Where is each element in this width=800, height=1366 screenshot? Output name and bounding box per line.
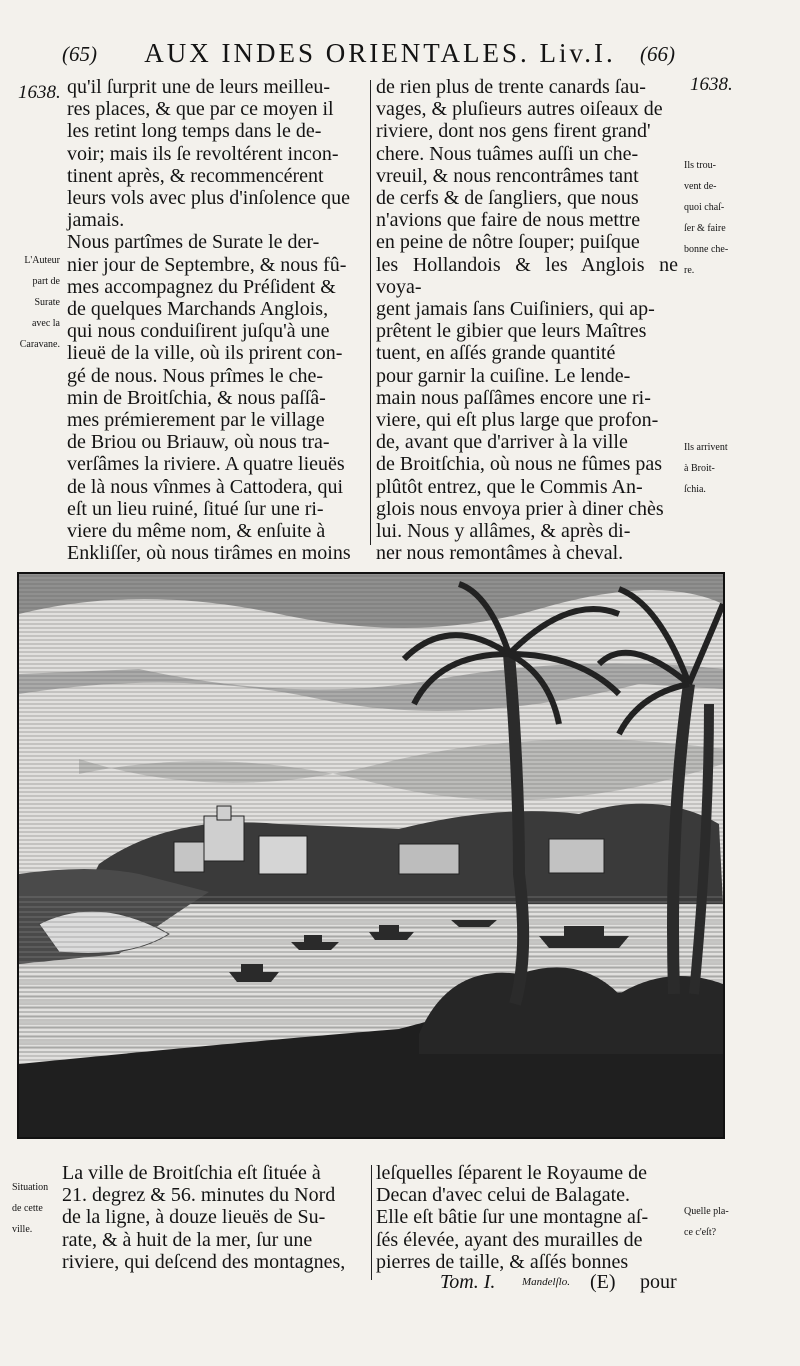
margin-note-line: quoi chaſ-: [684, 202, 725, 213]
text-line: lieuë de la ville, où ils prirent con-: [67, 342, 343, 365]
footer-author: Mandelſlo.: [522, 1276, 570, 1288]
text-line: pierres de taille, & aſſés bonnes: [376, 1250, 629, 1273]
text-line: prêtent le gibier que leurs Maîtres: [376, 320, 647, 343]
margin-note-line: bonne che-: [684, 244, 729, 255]
text-line: en peine de nôtre ſouper; puiſque: [376, 231, 640, 254]
margin-note-hunting: [684, 150, 744, 286]
text-line: de rien plus de trente canards ſau-: [376, 76, 646, 98]
engraving-illustration: [19, 574, 723, 1137]
text-line: glois nous envoya prier à diner chès: [376, 497, 664, 520]
text-line: gent jamais ſans Cuiſiniers, qui ap-: [376, 298, 655, 321]
text-line: n'avions que faire de nous mettre: [376, 209, 641, 232]
margin-note-line: Situation: [12, 1182, 49, 1193]
text-line: de, avant que d'arriver à la ville: [376, 431, 628, 454]
text-line: rate, & à huit de la mer, ſur une: [62, 1228, 313, 1251]
margin-note-line: Caravane.: [19, 339, 60, 350]
margin-note-arrival: [684, 432, 754, 505]
text-line: qui nous conduiſirent juſqu'à une: [67, 320, 330, 343]
text-line: de Briou ou Briauw, où nous tra-: [67, 431, 330, 454]
column-rule-top: [370, 80, 371, 545]
text-line: Enkliſſer, où nous tirâmes en moins: [67, 542, 351, 565]
text-line: de la ligne, à douze lieuës de Su-: [62, 1206, 326, 1229]
footer-catchword: pour: [640, 1271, 677, 1293]
text-line: de là nous vînmes à Cattodera, qui: [67, 475, 344, 498]
text-line: gé de nous. Nous prîmes le che-: [67, 364, 324, 387]
text-line: jamais.: [67, 209, 125, 232]
text-line: Nous partîmes de Surate le der-: [67, 231, 320, 254]
text-line: 21. degrez & 56. minutes du Nord: [62, 1184, 336, 1207]
year-marker-left: 1638.: [18, 82, 61, 103]
text-line: res places, & que par ce moyen il: [67, 98, 334, 121]
left-text-column: [67, 76, 367, 564]
margin-note-line: Quelle pla-: [684, 1206, 729, 1217]
text-line: de Broitſchia, où nous ne fûmes pas: [376, 453, 663, 476]
margin-note-question: [684, 1196, 754, 1248]
page-number-left: (65): [62, 42, 97, 66]
text-line: La ville de Broitſchia eſt ſituée à: [62, 1162, 321, 1184]
margin-note-line: ſer & faire: [684, 223, 726, 234]
text-line: leſquelles ſéparent le Royaume de: [376, 1162, 648, 1184]
margin-note-line: Surate: [34, 297, 60, 308]
margin-note-line: re.: [684, 265, 695, 276]
text-line: nier jour de Septembre, & nous fû-: [67, 253, 347, 276]
engraving-plate-broitschia: [17, 572, 725, 1139]
bottom-left-text: [62, 1162, 364, 1273]
text-line: les retint long temps dans le de-: [67, 120, 322, 143]
text-line: Decan d'avec celui de Balagate.: [376, 1184, 631, 1207]
text-line: mes prémierement par le village: [67, 409, 325, 432]
text-line: qu'il ſurprit une de leurs meilleu-: [67, 76, 330, 98]
text-line: main nous paſſâmes encore une ri-: [376, 386, 651, 409]
bottom-right-text: [376, 1162, 678, 1273]
text-line: tuent, en aſſés grande quantité: [376, 342, 616, 365]
margin-note-line: Ils trou-: [684, 160, 716, 171]
text-line: viere, qui eſt plus large que profon-: [376, 409, 659, 432]
text-line: Elle eſt bâtie ſur une montagne aſ-: [376, 1206, 649, 1229]
text-line: mes accompagnez du Préſident &: [67, 275, 336, 298]
margin-note-author-departs: [12, 245, 60, 360]
text-line: tinent après, & recommencérent: [67, 164, 324, 187]
text-line: plûtôt entrez, que le Commis An-: [376, 475, 643, 498]
column-rule-bottom: [371, 1165, 372, 1280]
margin-note-line: vent de-: [684, 181, 717, 192]
text-line: eſt un lieu ruiné, ſitué ſur une ri-: [67, 497, 324, 520]
margin-note-line: ſchia.: [684, 484, 706, 495]
text-line: vages, & pluſieurs autres oiſeaux de: [376, 98, 663, 121]
text-line: verſâmes la riviere. A quatre lieuës: [67, 453, 345, 476]
text-line: pour garnir la cuiſine. Le lende-: [376, 364, 631, 387]
text-line: viere du même nom, & enſuite à: [67, 520, 326, 543]
margin-note-line: part de: [32, 276, 60, 287]
margin-note-line: à Broit-: [684, 463, 715, 474]
text-line: de cerfs & de ſangliers, que nous: [376, 187, 639, 210]
text-line: chere. Nous tuâmes auſſi un che-: [376, 142, 639, 165]
margin-note-line: de cette: [12, 1203, 43, 1214]
text-line: min de Broitſchia, & nous paſſâ-: [67, 386, 326, 409]
margin-note-line: ville.: [12, 1224, 33, 1235]
text-line: riviere, qui deſcend des montagnes,: [62, 1250, 346, 1273]
margin-note-line: Ils arrivent: [684, 442, 728, 453]
margin-note-situation: [12, 1172, 57, 1245]
margin-note-line: L'Auteur: [24, 255, 60, 266]
footer-tome: Tom. I.: [440, 1271, 496, 1293]
right-text-column: [376, 76, 678, 564]
text-line: voir; mais ils ſe revoltérent incon-: [67, 142, 339, 165]
margin-note-line: ce c'eſt?: [684, 1227, 717, 1238]
year-marker-right: 1638.: [690, 74, 733, 95]
footer-signature: (E): [590, 1271, 616, 1293]
page-number-right: (66): [640, 42, 675, 66]
text-line: ſés élevée, ayant des murailles de: [376, 1228, 643, 1251]
text-line: de quelques Marchands Anglois,: [67, 298, 329, 321]
text-line: lui. Nous y allâmes, & après di-: [376, 520, 631, 543]
text-line: riviere, dont nos gens firent grand': [376, 120, 651, 143]
running-title: AUX INDES ORIENTALES. Liv.I.: [144, 38, 616, 68]
margin-note-line: avec la: [31, 318, 60, 329]
text-line: les Hollandois & les Anglois ne voya-: [376, 253, 678, 298]
running-header: [0, 34, 800, 74]
text-line: leurs vols avec plus d'inſolence que: [67, 187, 350, 210]
text-line: vreuil, & nous rencontrâmes tant: [376, 164, 639, 187]
text-line: ner nous remontâmes à cheval.: [376, 542, 624, 565]
